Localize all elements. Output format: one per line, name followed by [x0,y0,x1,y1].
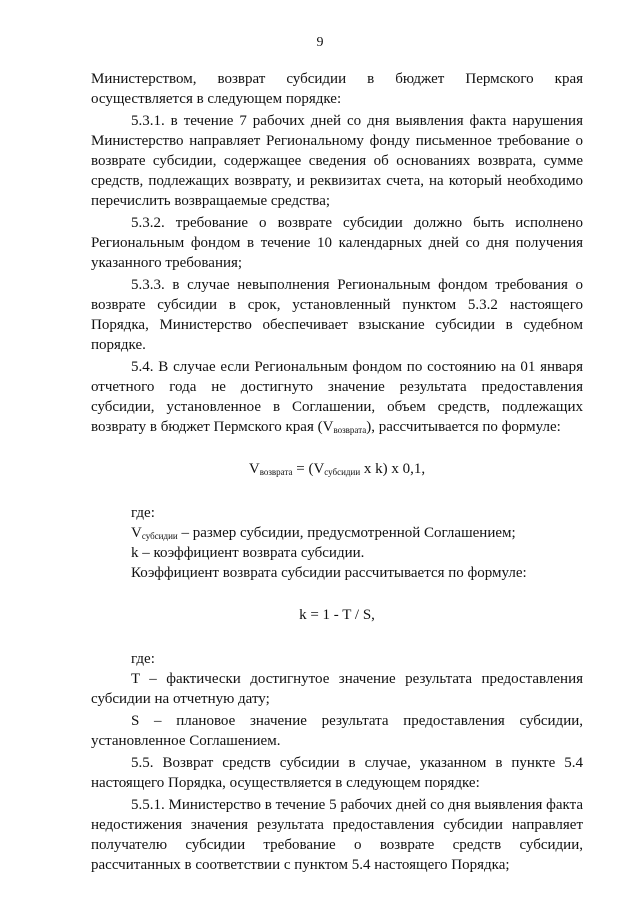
definition-k: k – коэффициент возврата субсидии. [131,545,365,561]
formula1-mid: = (V [292,461,325,477]
paragraph-5-4-text-b: ), рассчитывается по формуле: [366,419,561,435]
paragraph-intro: Министерством, возврат субсидии в бюджет Пермского края осуществляется в следующем порядке: [91,71,583,107]
definition-v-text: – размер субсидии, предусмотренной Соглашением; [177,525,516,541]
formula-coefficient: k = 1 - T / S, [299,607,375,623]
formula1-end: x k) x 0,1, [360,461,426,477]
definition-s: S – плановое значение результата предоставления субсидии, установленное Соглашением. [91,713,583,749]
paragraph-5-5-1: 5.5.1. Министерство в течение 5 рабочих дней со дня выявления факта недостижения значения результата предоставления субсидии направляет получателю субсидии требование о возврате средств субсидии, рассчитанных в соответствии с пунктом 5.4 настоящего Порядка; [91,797,584,873]
definition-v-symbol: V [131,525,142,541]
paragraph-5-5: 5.5. Возврат средств субсидии в случае, указанном в пункте 5.4 настоящего Порядка, осуществляется в следующем порядке: [91,755,583,791]
formula-return-amount [91,459,583,479]
definition-t: T – фактически достигнутое значение результата предоставления субсидии на отчетную дату; [91,671,583,707]
formula1-v-subscript: возврата [259,467,293,477]
definition-v [91,523,583,543]
paragraph-5-4-subscript: возврата [333,425,367,435]
formula1-v: V [248,461,260,477]
paragraph-5-3-3: 5.3.3. в случае невыполнения Региональным фондом требования о возврате субсидии в срок, установленный пунктом 5.3.2 настоящего Порядка, Министерство обеспечивает взыскание субсидии в судебном порядке. [91,277,583,353]
paragraph-5-3-2: 5.3.2. требование о возврате субсидии должно быть исполнено Региональным фондом в течение 10 календарных дней со дня получения указанного требования; [91,215,583,271]
paragraph-5-3-1: 5.3.1. в течение 7 рабочих дней со дня выявления факта нарушения Министерство направляет Региональному фонду письменное требование о возврате субсидии, содержащее сведения об основаниях возврата, сумме средств, подлежащих возврату, и реквизитах счета, на который необходимо перечислить возвращаемые средства; [91,113,583,209]
document-body [91,69,583,875]
where-label-1: где: [131,505,155,521]
definition-v-subscript: субсидии [141,531,178,541]
where-label-2: где: [131,651,155,667]
page-number: 9 [316,35,324,50]
formula1-s-subscript: субсидии [324,467,361,477]
coefficient-intro: Коэффициент возврата субсидии рассчитывается по формуле: [131,565,527,581]
paragraph-5-4-text-a: 5.4. В случае если Региональным фондом по состоянию на 01 января отчетного года не достигнуто значение результата предоставления субсидии, установленное в Соглашении, объем средств, подлежащих возврату в бюджет Пермского края (V [91,359,583,435]
paragraph-5-4 [91,357,583,437]
